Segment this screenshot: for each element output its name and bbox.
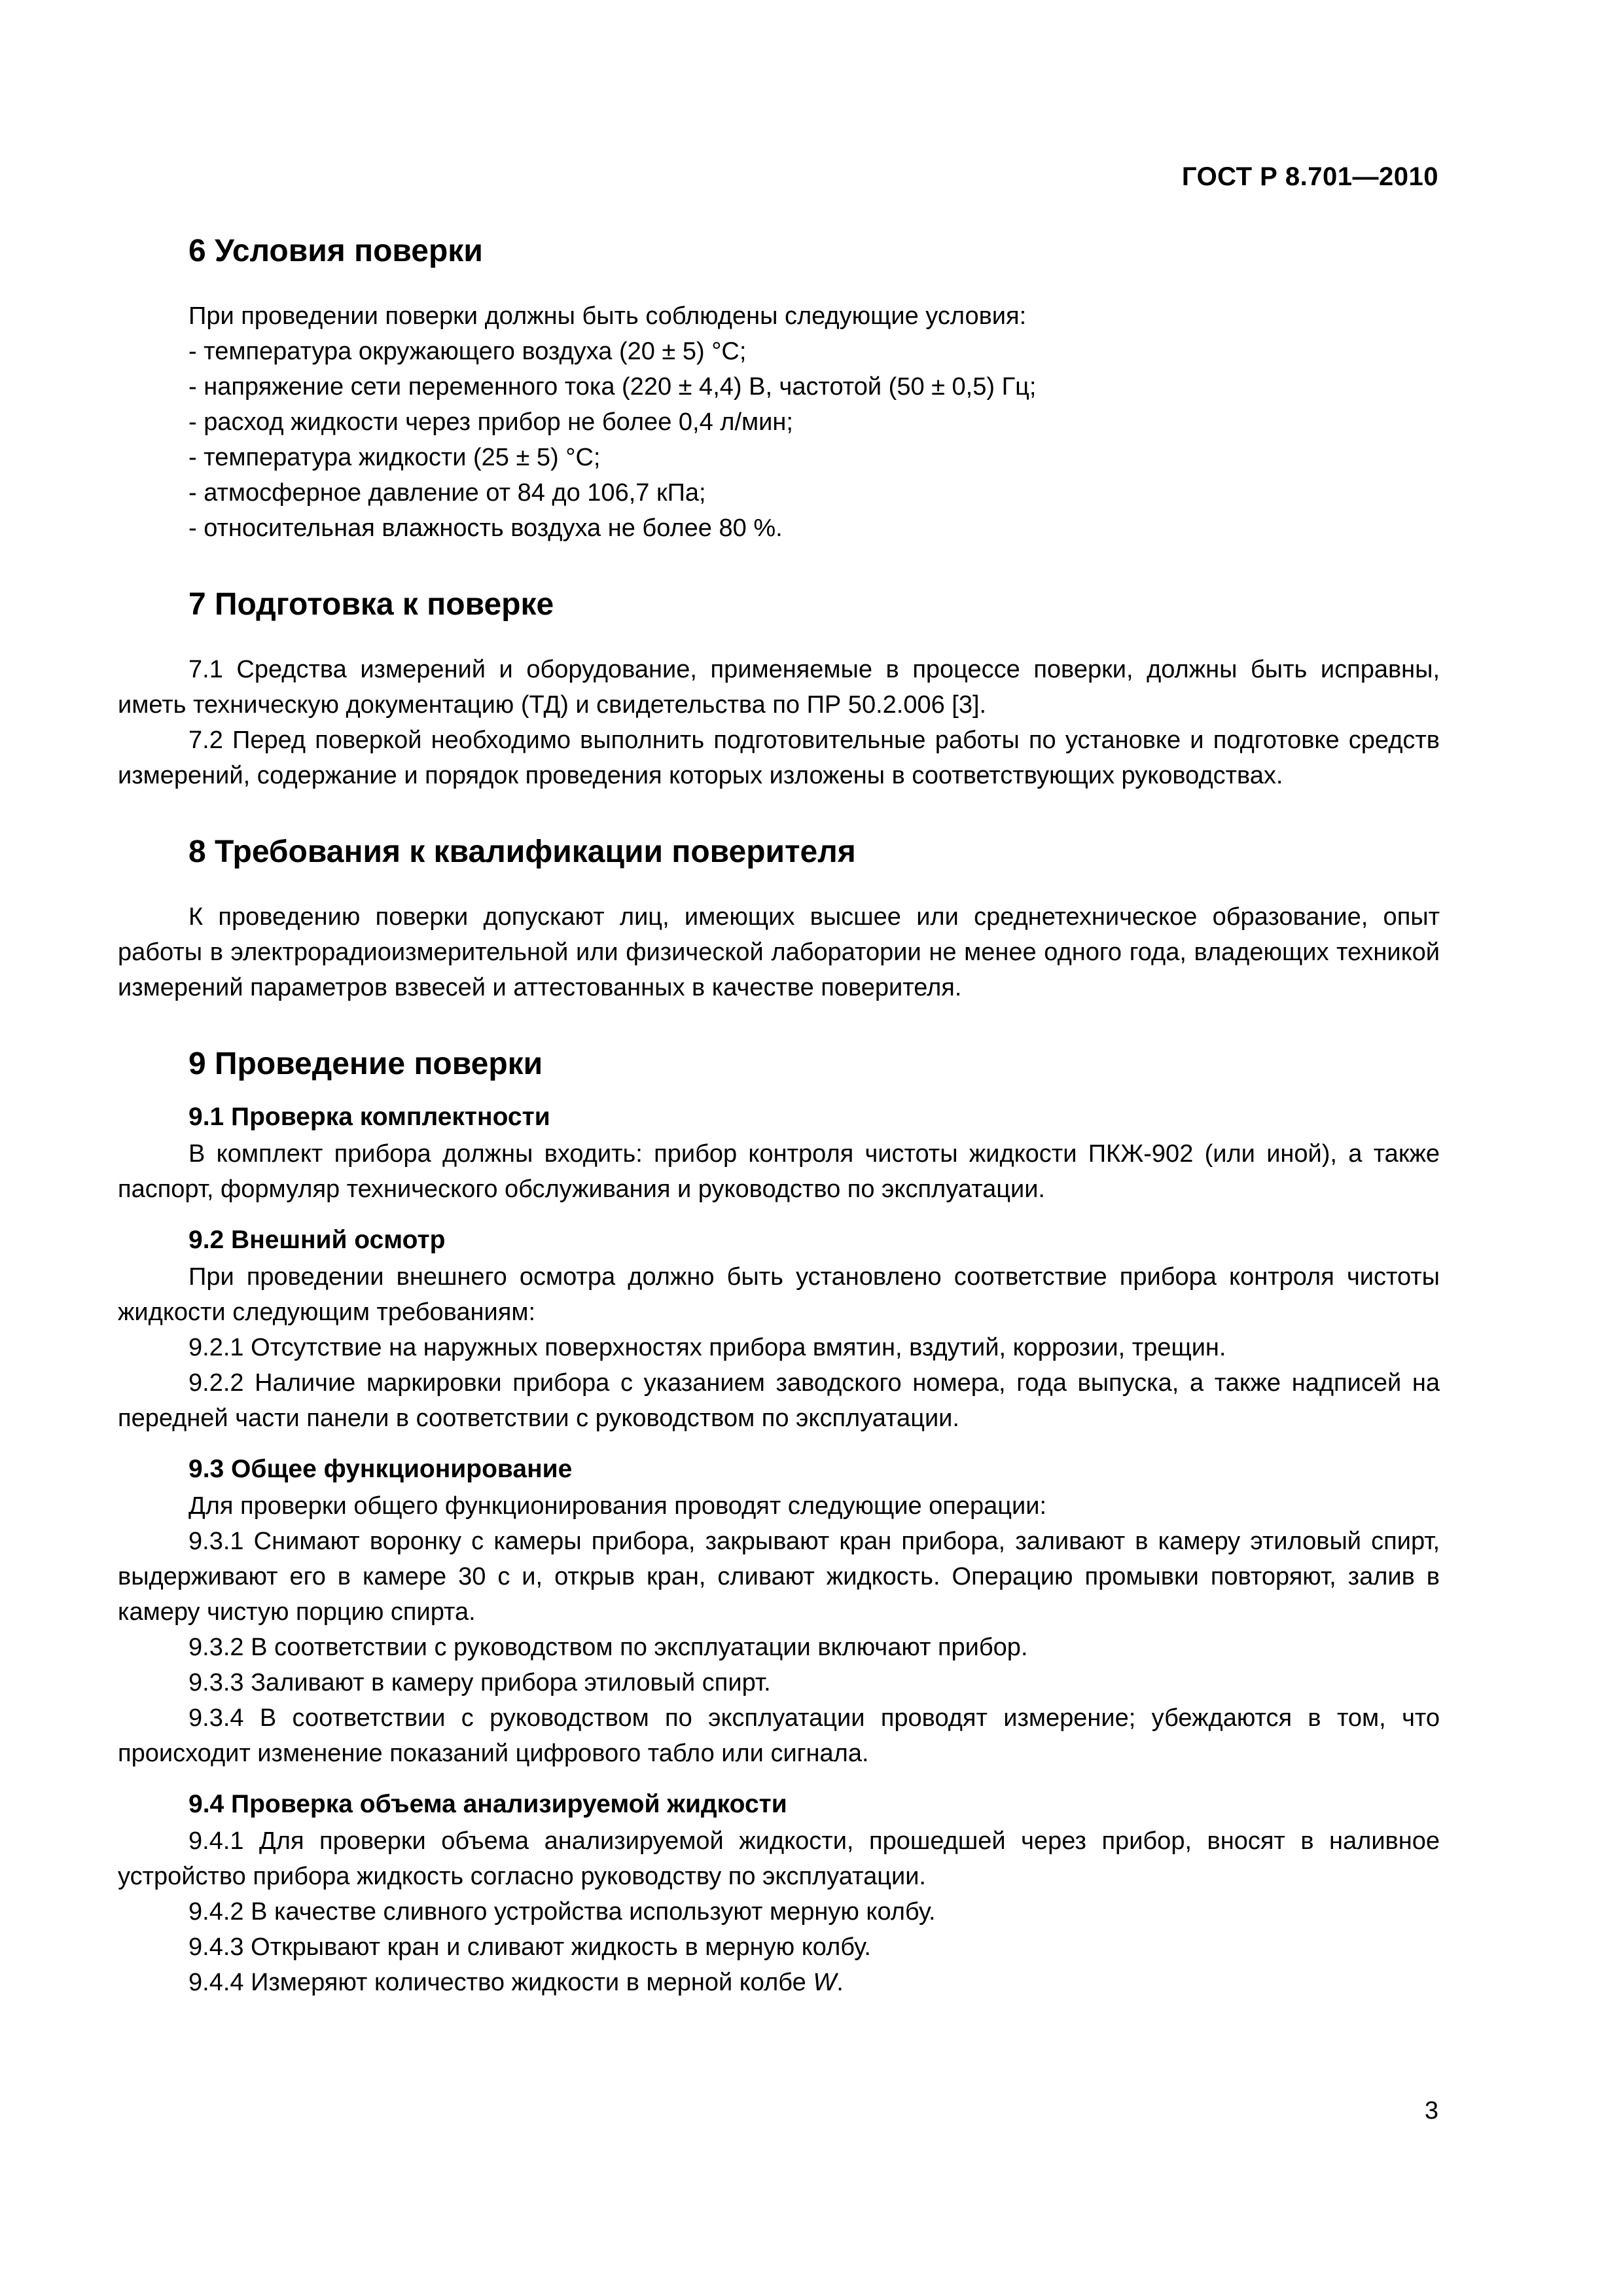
subsection-9-3 <box>118 1452 1440 1771</box>
paragraph-9-2-1: 9.2.1 Отсутствие на наружных поверхностях прибора вмятин, вздутий, коррозии, трещин. <box>188 1334 1226 1361</box>
paragraph-9-3-1: 9.3.1 Снимают воронку с камеры прибора, закрывают кран прибора, заливают в камеру этиловый спирт, выдерживают его в камере 30 с и, открыв кран, сливают жидкость. Операцию промывки повторяют, залив в камеру чистую порцию спирта. <box>118 1528 1440 1626</box>
paragraph-9-1: В комплект прибора должны входить: прибор контроля чистоты жидкости ПКЖ-902 (или иной), а также паспорт, формуляр технического обслуживания и руководство по эксплуатации. <box>118 1140 1440 1203</box>
subsection-9-4-heading: 9.4 Проверка объема анализируемой жидкости <box>188 1790 787 1818</box>
list-item: - напряжение сети переменного тока (220 ± 4,4) В, частотой (50 ± 0,5) Гц; <box>188 373 1037 401</box>
section-8-heading: 8 Требования к квалификации поверителя <box>188 834 856 869</box>
section-7 <box>118 584 1440 793</box>
conditions-list <box>118 334 1440 546</box>
variable-w: W <box>813 1969 837 1996</box>
document-body <box>118 230 1440 2016</box>
paragraph-9-4-4-text: 9.4.4 Измеряют количество жидкости в мерной колбе <box>188 1969 813 1996</box>
section-6-heading: 6 Условия поверки <box>188 234 483 268</box>
subsection-9-1 <box>118 1100 1440 1207</box>
paragraph-9-4-2: 9.4.2 В качестве сливного устройства используют мерную колбу. <box>188 1898 936 1926</box>
paragraph-7-2: 7.2 Перед поверкой необходимо выполнить подготовительные работы по установке и подготовке средств измерений, содержание и порядок проведения которых изложены в соответствующих руководствах. <box>118 726 1440 789</box>
list-item: - температура жидкости (25 ± 5) °С; <box>188 444 601 471</box>
section-6-intro: При проведении поверки должны быть соблюдены следующие условия: <box>188 302 1027 330</box>
section-9-heading: 9 Проведение поверки <box>188 1047 543 1081</box>
subsection-9-3-heading: 9.3 Общее функционирование <box>188 1455 573 1483</box>
paragraph-9-2-2: 9.2.2 Наличие маркировки прибора с указанием заводского номера, года выпуска, а также надписей на передней части панели в соответствии с руководством по эксплуатации. <box>118 1369 1440 1432</box>
section-8 <box>118 831 1440 1005</box>
subsection-9-2 <box>118 1223 1440 1436</box>
paragraph-9-4-4 <box>118 1965 1440 2000</box>
paragraph-9-4-1: 9.4.1 Для проверки объема анализируемой жидкости, прошедшей через прибор, вносят в наливное устройство прибора жидкость согласно руководству по эксплуатации. <box>118 1827 1440 1890</box>
paragraph-9-3: Для проверки общего функционирования проводят следующие операции: <box>188 1492 1047 1520</box>
section-6 <box>118 230 1440 546</box>
paragraph-9-3-4: 9.3.4 В соответствии с руководством по эксплуатации проводят измерение; убеждаются в том, что происходит изменение показаний цифрового табло или сигнала. <box>118 1704 1440 1767</box>
paragraph-8: К проведению поверки допускают лиц, имеющих высшее или среднетехническое образование, опыт работы в электрорадиоизмерительной или физической лаборатории не менее одного года, владеющих техникой измерений параметров взвесей и аттестованных в качестве поверителя. <box>118 903 1440 1001</box>
subsection-9-1-heading: 9.1 Проверка комплектности <box>188 1103 550 1131</box>
page-number: 3 <box>1424 2097 1438 2125</box>
paragraph-9-4-3: 9.4.3 Открывают кран и сливают жидкость в мерную колбу. <box>188 1933 871 1961</box>
paragraph-7-1: 7.1 Средства измерений и оборудование, применяемые в процессе поверки, должны быть исправны, иметь техническую документацию (ТД) и свидетельства по ПР 50.2.006 [3]. <box>118 656 1440 719</box>
paragraph-9-3-2: 9.3.2 В соответствии с руководством по эксплуатации включают прибор. <box>188 1634 1028 1661</box>
paragraph-9-2: При проведении внешнего осмотра должно быть установлено соответствие прибора контроля чистоты жидкости следующим требованиям: <box>118 1263 1440 1326</box>
list-item: - атмосферное давление от 84 до 106,7 кПа; <box>188 479 706 507</box>
list-item: - температура окружающего воздуха (20 ± 5) °С; <box>188 338 747 365</box>
paragraph-9-3-3: 9.3.3 Заливают в камеру прибора этиловый спирт. <box>188 1669 771 1696</box>
paragraph-9-4-4-end: . <box>836 1969 844 1996</box>
document-code: ГОСТ Р 8.701—2010 <box>1181 162 1438 191</box>
section-7-heading: 7 Подготовка к поверке <box>188 587 554 622</box>
list-item: - расход жидкости через прибор не более 0,4 л/мин; <box>188 408 793 436</box>
list-item: - относительная влажность воздуха не более 80 %. <box>188 514 783 542</box>
subsection-9-2-heading: 9.2 Внешний осмотр <box>188 1226 446 1254</box>
subsection-9-4 <box>118 1787 1440 2000</box>
section-9 <box>118 1043 1440 2000</box>
